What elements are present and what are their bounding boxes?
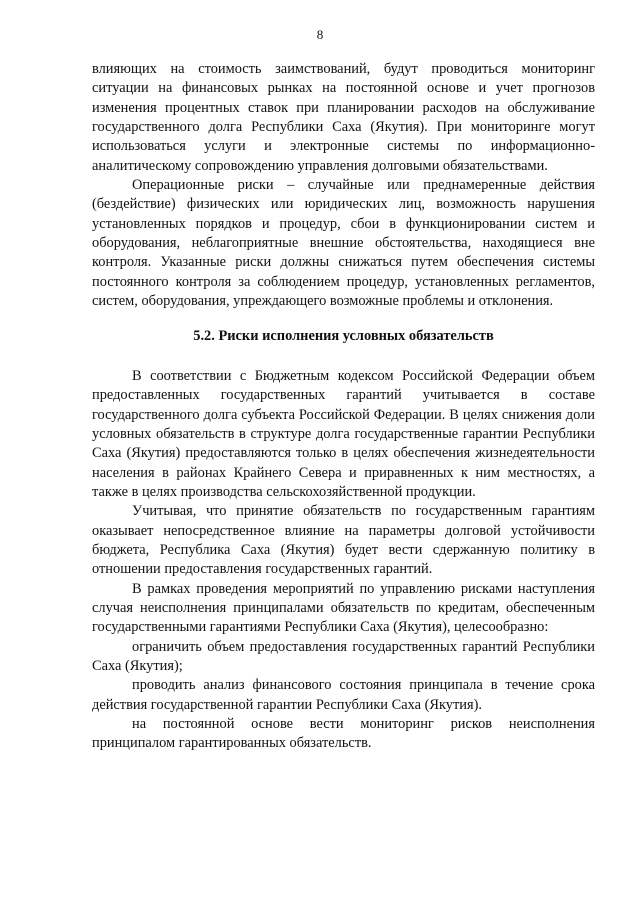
paragraph-considering: Учитывая, что принятие обязательств по государственным гарантиям оказывает непосредственное влияние на параметры долговой устойчивости бюджета, Республика Саха (Якутия) будет вести сдержанную политику в отношении предоставления государственных гарантий. bbox=[92, 503, 595, 578]
paragraph-financial-analysis: проводить анализ финансового состояния принципала в течение срока действия государственной гарантии Республики Саха (Якутия). bbox=[92, 677, 595, 713]
paragraph-continuation: влияющих на стоимость заимствований, будут проводиться мониторинг ситуации на финансовых рынках на постоянной основе и учет прогнозов изменения процентных ставок при планировании расходов на обслуживание государственного долга Республики Саха (Якутия). При мониторинге могут использоваться услуги и электронные системы по информационно-аналитическому сопровождению управления долговыми обязательствами. bbox=[92, 61, 595, 174]
document-body bbox=[92, 60, 595, 754]
paragraph-limit-guarantees: ограничить объем предоставления государственных гарантий Республики Саха (Якутия); bbox=[92, 638, 595, 674]
section-heading: 5.2. Риски исполнения условных обязательств bbox=[193, 328, 494, 345]
paragraph-operational-risks: Операционные риски – случайные или преднамеренные действия (бездействие) физических или юридических лиц, возможность нарушения установленных порядков и процедур, сбои в функционировании систем и оборудования, неблагоприятные внешние обстоятельства, находящиеся вне контроля. Указанные риски должны снижаться путем обеспечения системы постоянного контроля за соблюдением процедур, установленных регламентов, систем, оборудования, упреждающего возможные проблемы и отклонения. bbox=[92, 177, 595, 310]
paragraph-measures: В рамках проведения мероприятий по управлению рисками наступления случая неисполнения принципалами обязательств по кредитам, обеспеченным государственными гарантиями Республики Саха (Якутия), целесообразно: bbox=[92, 580, 595, 636]
paragraph-budget-code: В соответствии с Бюджетным кодексом Российской Федерации объем предоставленных государственных гарантий учитывается в составе государственного долга субъекта Российской Федерации. В целях снижения доли условных обязательств в структуре долга государственные гарантии Республики Саха (Якутия) предоставляются только в целях обеспечения жизнедеятельности населения в районах Крайнего Севера и приравненных к ним местностях, а также в целях производства сельскохозяйственной продукции. bbox=[92, 367, 595, 500]
page-number: 8 bbox=[316, 27, 324, 42]
paragraph-risk-monitoring: на постоянной основе вести мониторинг рисков неисполнения принципалом гарантированных обязательств. bbox=[92, 716, 595, 752]
